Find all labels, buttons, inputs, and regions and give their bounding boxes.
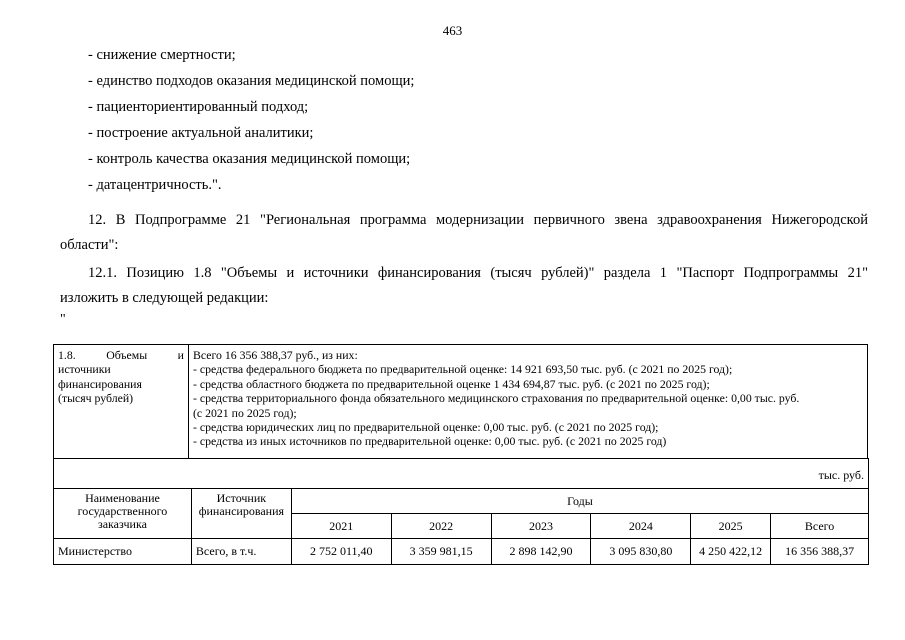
header-total: Всего — [771, 514, 869, 539]
bullet-item: - снижение смертности; — [88, 47, 236, 63]
passport-line: - средства федерального бюджета по предварительной оценке: 14 921 693,50 тыс. руб. (с 2021 по 2025 год); — [193, 362, 733, 377]
header-year: 2023 — [491, 514, 591, 539]
page-number: 463 — [442, 23, 463, 38]
header-year: 2022 — [391, 514, 491, 539]
passport-label-line: финансирования — [58, 376, 142, 391]
passport-line: - средства областного бюджета по предварительной оценке 1 434 694,87 тыс. руб. (с 2021 по 2025 год); — [193, 376, 710, 391]
financing-table — [53, 488, 869, 565]
passport-line: - средства из иных источников по предварительной оценке: 0,00 тыс. руб. (с 2021 по 2025 год) — [193, 434, 667, 449]
open-quote: " — [60, 312, 66, 327]
cell-customer: Министерство — [54, 539, 192, 565]
passport-line: Всего 16 356 388,37 руб., из них: — [193, 348, 358, 362]
cell-value: 2 752 011,40 — [291, 539, 391, 565]
bullet-item: - пациенториентированный подход; — [88, 99, 309, 115]
passport-label-word: и — [177, 348, 184, 362]
table-row — [54, 539, 869, 565]
cell-source: Всего, в т.ч. — [191, 539, 291, 565]
bullet-item: - построение актуальной аналитики; — [88, 125, 314, 141]
passport-label-cell — [54, 345, 189, 459]
passport-line: (с 2021 по 2025 год); — [193, 405, 297, 420]
header-years: Годы — [291, 489, 868, 514]
passport-line: - средства юридических лиц по предварительной оценке: 0,00 тыс. руб. (с 2021 по 2025 год); — [193, 420, 659, 435]
bullet-item: - контроль качества оказания медицинской помощи; — [88, 151, 411, 167]
units-row — [53, 458, 869, 489]
header-customer: Наименование государственного заказчика — [54, 489, 192, 539]
header-source: Источник финансирования — [191, 489, 291, 539]
passport-line: - средства территориального фонда обязательного медицинского страхования по предварительной оценке: 0,00 тыс. руб. — [193, 391, 800, 406]
passport-label-word: Объемы — [106, 348, 148, 362]
header-year: 2021 — [291, 514, 391, 539]
passport-table — [53, 344, 868, 459]
cell-value: 3 359 981,15 — [391, 539, 491, 565]
passport-label-num: 1.8. — [58, 348, 76, 362]
paragraph-12-line1: 12. В Подпрограмме 21 "Региональная программа модернизации первичного звена здравоохранения Нижегородской — [88, 212, 868, 228]
passport-label-line: источники — [58, 362, 111, 377]
passport-label-line: (тысяч рублей) — [58, 391, 134, 406]
passport-label-first-line — [58, 348, 184, 362]
bullet-item: - единство подходов оказания медицинской помощи; — [88, 73, 415, 89]
header-year: 2025 — [691, 514, 771, 539]
bullet-item: - датацентричность.". — [88, 177, 222, 193]
cell-value: 4 250 422,12 — [691, 539, 771, 565]
cell-value: 3 095 830,80 — [591, 539, 691, 565]
cell-total: 16 356 388,37 — [771, 539, 869, 565]
paragraph-12-line2: области": — [60, 237, 119, 253]
cell-value: 2 898 142,90 — [491, 539, 591, 565]
paragraph-12-1-line2: изложить в следующей редакции: — [60, 290, 269, 306]
paragraph-12-1-line1: 12.1. Позицию 1.8 "Объемы и источники финансирования (тысяч рублей)" раздела 1 "Паспорт Подпрограммы 21" — [88, 265, 868, 281]
passport-content-cell — [189, 345, 868, 459]
header-year: 2024 — [591, 514, 691, 539]
units-label: тыс. руб. — [818, 468, 864, 482]
